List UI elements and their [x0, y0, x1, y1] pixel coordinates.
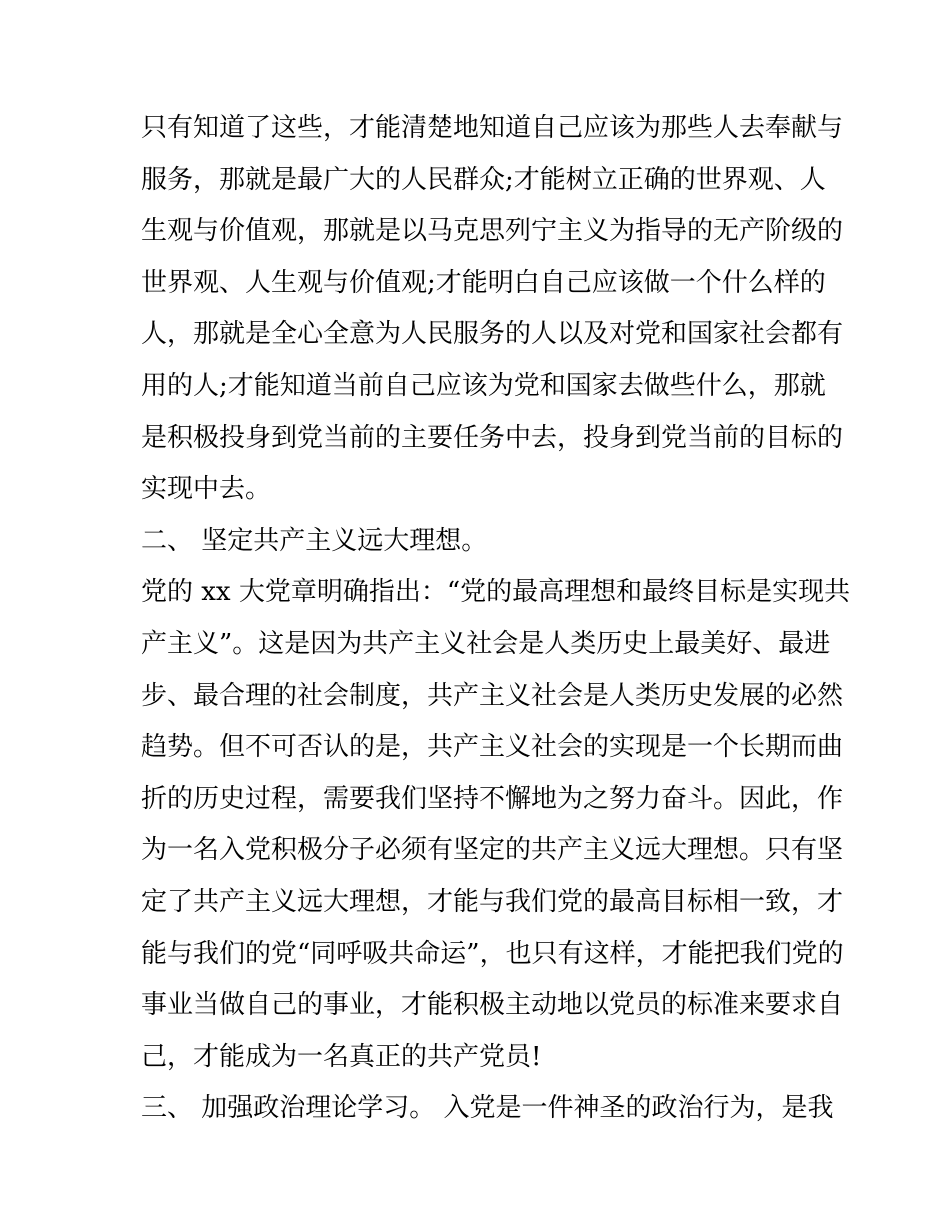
- text-line: 是积极投身到党当前的主要任务中去，投身到党当前的目标的: [141, 422, 844, 453]
- body-text: [141, 103, 851, 1135]
- text-line: 只有知道了这些，才能清楚地知道自己应该为那些人去奉献与: [141, 113, 844, 143]
- text-line: 定了共产主义远大理想，才能与我们党的最高目标相一致，才: [141, 886, 844, 917]
- section-heading: 二、 坚定共产主义远大理想。: [141, 525, 488, 556]
- text-line: 步、最合理的社会制度，共产主义社会是人类历史发展的必然: [141, 680, 844, 711]
- text-line: 己，才能成为一名真正的共产党员!: [141, 1041, 542, 1072]
- text-line: 折的历史过程，需要我们坚持不懈地为之努力奋斗。因此，作: [141, 783, 844, 814]
- text-line: 党的 xx 大党章明确指出：“党的最高理想和最终目标是实现共: [141, 577, 851, 608]
- text-line: 趋势。但不可否认的是，共产主义社会的实现是一个长期而曲: [141, 732, 844, 763]
- text-line: 为一名入党积极分子必须有坚定的共产主义远大理想。只有坚: [141, 835, 844, 866]
- text-line: 产主义”。这是因为共产主义社会是人类历史上最美好、最进: [141, 628, 831, 659]
- section-heading: 三、 加强政治理论学习。 入党是一件神圣的政治行为，是我: [141, 1093, 834, 1124]
- text-line: 事业当做自己的事业，才能积极主动地以党员的标准来要求自: [141, 990, 844, 1021]
- text-line: 生观与价值观，那就是以马克思列宁主义为指导的无产阶级的: [141, 216, 844, 247]
- text-line: 实现中去。: [141, 474, 272, 505]
- text-line: 能与我们的党“同呼吸共命运”，也只有这样，才能把我们党的: [141, 938, 844, 969]
- text-line: 用的人;才能知道当前自己应该为党和国家去做些什么，那就: [141, 370, 826, 401]
- text-line: 服务，那就是最广大的人民群众;才能树立正确的世界观、人: [141, 164, 826, 195]
- text-line: 人，那就是全心全意为人民服务的人以及对党和国家社会都有: [141, 319, 844, 350]
- text-line: 世界观、人生观与价值观;才能明白自己应该做一个什么样的: [141, 267, 826, 298]
